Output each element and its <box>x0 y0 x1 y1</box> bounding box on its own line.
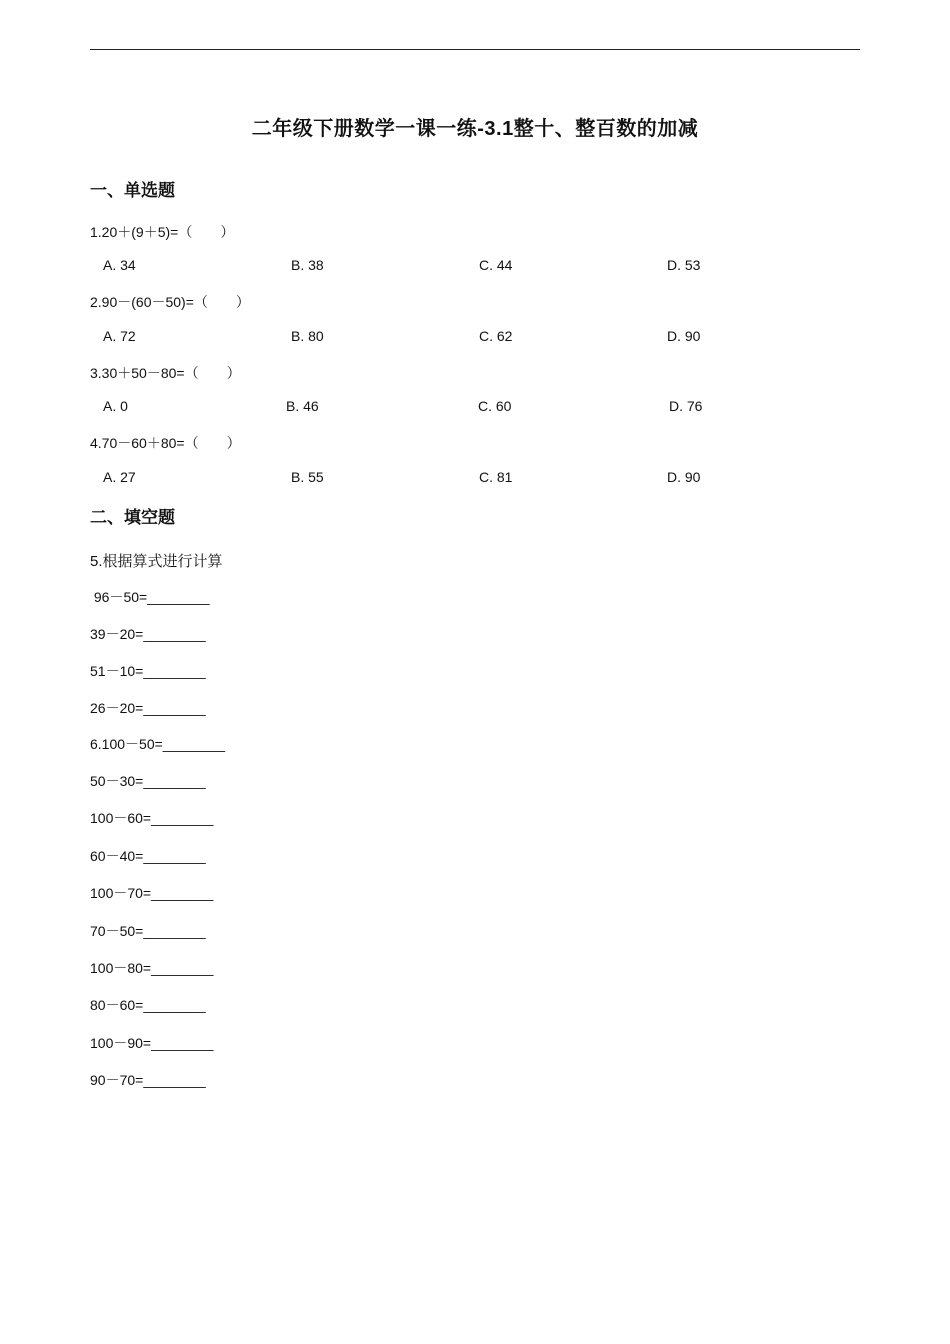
question-1-stem: 1.20＋(9＋5)=（ ） <box>90 224 235 240</box>
question-1-option-b[interactable]: B. 38 <box>291 257 324 273</box>
question-6-item-1[interactable]: 6.100－50=________ <box>90 736 226 752</box>
question-2-option-b[interactable]: B. 80 <box>291 328 324 344</box>
question-5-item-2[interactable]: 39－20=________ <box>90 626 206 642</box>
question-6-item-8[interactable]: 80－60=________ <box>90 997 206 1013</box>
section-fill-blank: 二、填空题 <box>90 508 175 527</box>
header-rule <box>90 49 860 50</box>
question-5-item-1[interactable]: 96－50=________ <box>90 589 210 605</box>
question-3-option-b[interactable]: B. 46 <box>286 398 319 414</box>
page-title: 二年级下册数学一课一练-3.1整十、整百数的加减 <box>251 118 699 140</box>
question-6-item-2[interactable]: 50－30=________ <box>90 773 206 789</box>
question-2-option-c[interactable]: C. 62 <box>479 328 513 344</box>
question-5-stem: 5.根据算式进行计算 <box>90 553 223 570</box>
question-4-option-b[interactable]: B. 55 <box>291 469 324 485</box>
question-6-item-5[interactable]: 100－70=________ <box>90 885 214 901</box>
question-2-option-a[interactable]: A. 72 <box>103 328 136 344</box>
question-4-stem: 4.70－60＋80=（ ） <box>90 435 241 451</box>
question-1-option-c[interactable]: C. 44 <box>479 257 513 273</box>
question-5-item-3[interactable]: 51－10=________ <box>90 663 206 679</box>
question-6-item-7[interactable]: 100－80=________ <box>90 960 214 976</box>
question-6-item-10[interactable]: 90－70=________ <box>90 1072 206 1088</box>
question-2-stem: 2.90－(60－50)=（ ） <box>90 294 250 310</box>
question-3-option-a[interactable]: A. 0 <box>103 398 128 414</box>
question-4-option-a[interactable]: A. 27 <box>103 469 136 485</box>
question-5-item-4[interactable]: 26－20=________ <box>90 700 206 716</box>
question-6-item-6[interactable]: 70－50=________ <box>90 923 206 939</box>
question-6-item-4[interactable]: 60－40=________ <box>90 848 206 864</box>
question-4-option-d[interactable]: D. 90 <box>667 469 701 485</box>
section-single-choice: 一、单选题 <box>90 181 175 200</box>
question-3-option-d[interactable]: D. 76 <box>669 398 703 414</box>
question-1-option-a[interactable]: A. 34 <box>103 257 136 273</box>
question-3-option-c[interactable]: C. 60 <box>478 398 512 414</box>
question-6-item-3[interactable]: 100－60=________ <box>90 810 214 826</box>
question-6-item-9[interactable]: 100－90=________ <box>90 1035 214 1051</box>
question-3-stem: 3.30＋50－80=（ ） <box>90 365 241 381</box>
question-4-option-c[interactable]: C. 81 <box>479 469 513 485</box>
question-2-option-d[interactable]: D. 90 <box>667 328 701 344</box>
question-1-option-d[interactable]: D. 53 <box>667 257 701 273</box>
